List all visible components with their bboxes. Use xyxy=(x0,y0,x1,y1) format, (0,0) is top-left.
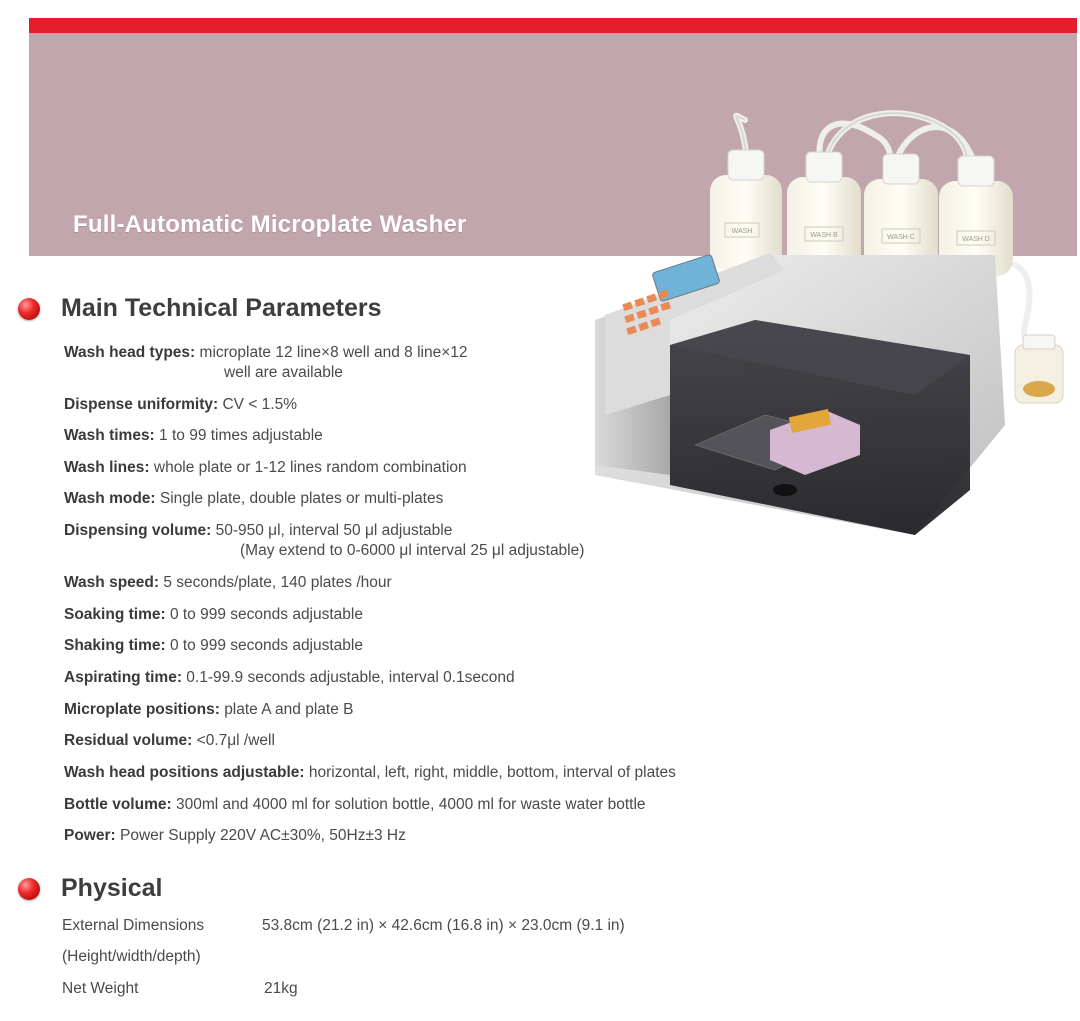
parameter-label: Aspirating time: xyxy=(64,669,182,686)
parameter-value: 1 to 99 times adjustable xyxy=(159,427,323,444)
parameter-label: Wash speed: xyxy=(64,574,160,591)
parameter-label: Power: xyxy=(64,827,116,844)
section-title: Main Technical Parameters xyxy=(61,294,382,322)
parameter-value-continued: well are available xyxy=(224,364,343,381)
parameter-label: Residual volume: xyxy=(64,732,193,749)
main-parameters-heading xyxy=(18,294,382,323)
parameter-value: whole plate or 1-12 lines random combination xyxy=(153,459,467,476)
parameter-value: Power Supply 220V AC±30%, 50Hz±3 Hz xyxy=(120,827,406,844)
parameter-label: Bottle volume: xyxy=(64,796,172,813)
parameter-value-continued: (May extend to 0-6000 μl interval 25 μl adjustable) xyxy=(240,542,585,559)
parameter-item xyxy=(64,795,646,815)
dimensions-value: 53.8cm (21.2 in) × 42.6cm (16.8 in) × 23.0cm (9.1 in) xyxy=(262,917,625,934)
parameter-value: 5 seconds/plate, 140 plates /hour xyxy=(163,574,392,591)
parameter-value: 300ml and 4000 ml for solution bottle, 4000 ml for waste water bottle xyxy=(175,796,646,813)
parameter-item xyxy=(64,395,297,415)
parameter-item xyxy=(64,636,363,656)
parameter-value: 0 to 999 seconds adjustable xyxy=(169,606,363,623)
svg-text:WASH: WASH xyxy=(731,228,753,235)
red-sphere-bullet-icon xyxy=(18,298,40,320)
parameter-item xyxy=(64,489,443,509)
parameter-label: Wash head types: xyxy=(64,344,196,361)
parameter-item xyxy=(64,521,452,541)
red-sphere-bullet-icon xyxy=(18,878,40,900)
parameter-item xyxy=(64,573,392,593)
dimensions-label-continued: (Height/width/depth) xyxy=(62,948,201,965)
weight-value: 21kg xyxy=(264,980,298,997)
parameter-value: 50-950 μl, interval 50 μl adjustable xyxy=(215,522,453,539)
parameter-label: Dispense uniformity: xyxy=(64,396,219,413)
parameter-value: microplate 12 line×8 well and 8 line×12 xyxy=(199,344,468,361)
parameter-label: Wash head positions adjustable: xyxy=(64,764,305,781)
svg-text:WASH D: WASH D xyxy=(962,236,990,243)
parameter-item xyxy=(64,700,353,720)
top-accent-bar xyxy=(29,18,1077,33)
weight-label: Net Weight xyxy=(62,980,139,997)
parameter-label: Wash times: xyxy=(64,427,155,444)
parameter-label: Wash mode: xyxy=(64,490,156,507)
parameter-label: Soaking time: xyxy=(64,606,166,623)
parameter-value: Single plate, double plates or multi-plates xyxy=(159,490,444,507)
parameter-value: CV < 1.5% xyxy=(222,396,298,413)
parameter-value: <0.7μl /well xyxy=(196,732,275,749)
parameter-value: 0.1-99.9 seconds adjustable, interval 0.1second xyxy=(186,669,515,686)
svg-text:WASH C: WASH C xyxy=(887,234,915,241)
parameter-label: Microplate positions: xyxy=(64,701,220,718)
parameter-label: Shaking time: xyxy=(64,637,166,654)
parameter-item xyxy=(64,343,468,363)
parameter-item xyxy=(64,826,406,846)
microplate-washer-image xyxy=(575,95,1075,545)
parameter-item xyxy=(64,731,275,751)
parameter-value: horizontal, left, right, middle, bottom, interval of plates xyxy=(308,764,676,781)
section-title: Physical xyxy=(61,874,163,902)
svg-text:WASH B: WASH B xyxy=(810,232,838,239)
parameter-item xyxy=(64,605,363,625)
parameter-item xyxy=(64,426,323,446)
parameter-label: Wash lines: xyxy=(64,459,150,476)
product-title: Full-Automatic Microplate Washer xyxy=(73,211,467,238)
parameter-item xyxy=(64,763,676,783)
parameter-value: plate A and plate B xyxy=(224,701,354,718)
physical-heading xyxy=(18,874,162,903)
parameter-item xyxy=(64,458,467,478)
parameter-label: Dispensing volume: xyxy=(64,522,212,539)
dimensions-label: External Dimensions xyxy=(62,917,205,934)
parameter-item xyxy=(64,668,515,688)
parameter-value: 0 to 999 seconds adjustable xyxy=(169,637,363,654)
